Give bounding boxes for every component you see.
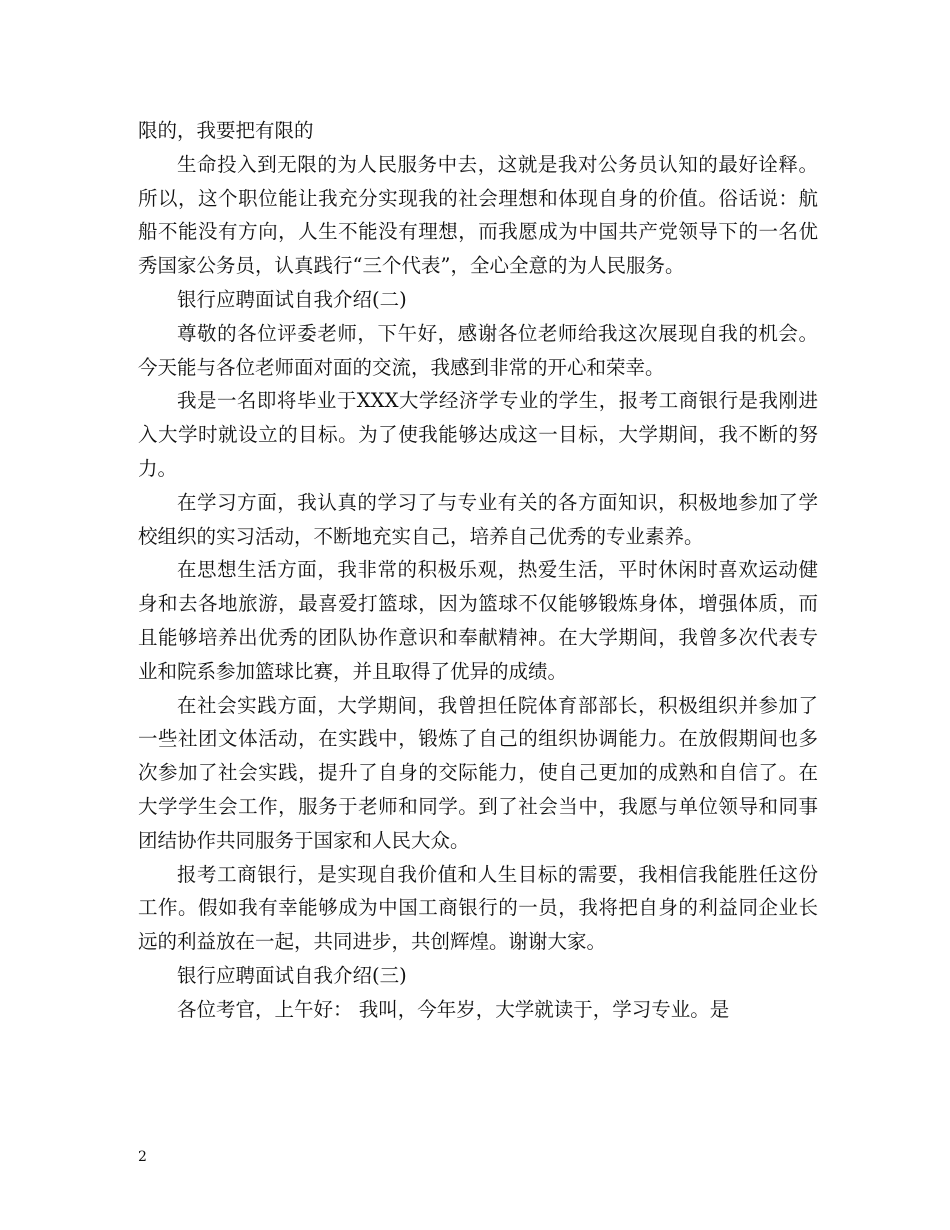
document-body — [138, 114, 818, 1027]
page-number: 2 — [138, 1149, 147, 1165]
paragraph-4: 我是一名即将毕业于XXX大学经济学专业的学生，报考工商银行是我刚进入大学时就设立的目标。为了使我能够达成这一目标，大学期间，我不断的努力。 — [138, 389, 818, 480]
paragraph-6: 在思想生活方面，我非常的积极乐观，热爱生活，平时休闲时喜欢运动健身和去各地旅游，最喜爱打篮球，因为篮球不仅能够锻炼身体，增强体质，而且能够培养出优秀的团队协作意识和奉献精神。在大学期间，我曾多次代表专业和院系参加篮球比赛，并且取得了优异的成绩。 — [138, 558, 818, 683]
paragraph-1: 限的，我要把有限的 — [138, 119, 314, 142]
paragraph-3: 尊敬的各位评委老师，下午好，感谢各位老师给我这次展现自我的机会。今天能与各位老师面对面的交流，我感到非常的开心和荣幸。 — [138, 321, 818, 379]
paragraph-8: 报考工商银行，是实现自我价值和人生目标的需要，我相信我能胜任这份工作。假如我有幸能够成为中国工商银行的一员，我将把自身的利益同企业长远的利益放在一起，共同进步，共创辉煌。谢谢大家。 — [138, 862, 818, 954]
paragraph-7: 在社会实践方面，大学期间，我曾担任院体育部部长，积极组织并参加了一些社团文体活动，在实践中，锻炼了自己的组织协调能力。在放假期间也多次参加了社会实践，提升了自身的交际能力，使自己更加的成熟和自信了。在大学学生会工作，服务于老师和同学。到了社会当中，我愿与单位领导和同事团结协作共同服务于国家和人民大众。 — [138, 693, 818, 852]
paragraph-2: 生命投入到无限的为人民服务中去，这就是我对公务员认知的最好诠释。所以，这个职位能让我充分实现我的社会理想和体现自身的价值。俗话说：航船不能没有方向，人生不能没有理想，而我愿成为中国共产党领导下的一名优秀国家公务员，认真践行“三个代表”，全心全意的为人民服务。 — [138, 152, 818, 278]
section-heading-3: 银行应聘面试自我介绍(三) — [177, 963, 407, 987]
paragraph-9: 各位考官，上午好： 我叫，今年岁，大学就读于，学习专业。是 — [177, 997, 730, 1021]
section-heading-2: 银行应聘面试自我介绍(二) — [177, 287, 407, 311]
paragraph-5: 在学习方面，我认真的学习了与专业有关的各方面知识，积极地参加了学校组织的实习活动，不断地充实自己，培养自己优秀的专业素养。 — [138, 490, 818, 548]
